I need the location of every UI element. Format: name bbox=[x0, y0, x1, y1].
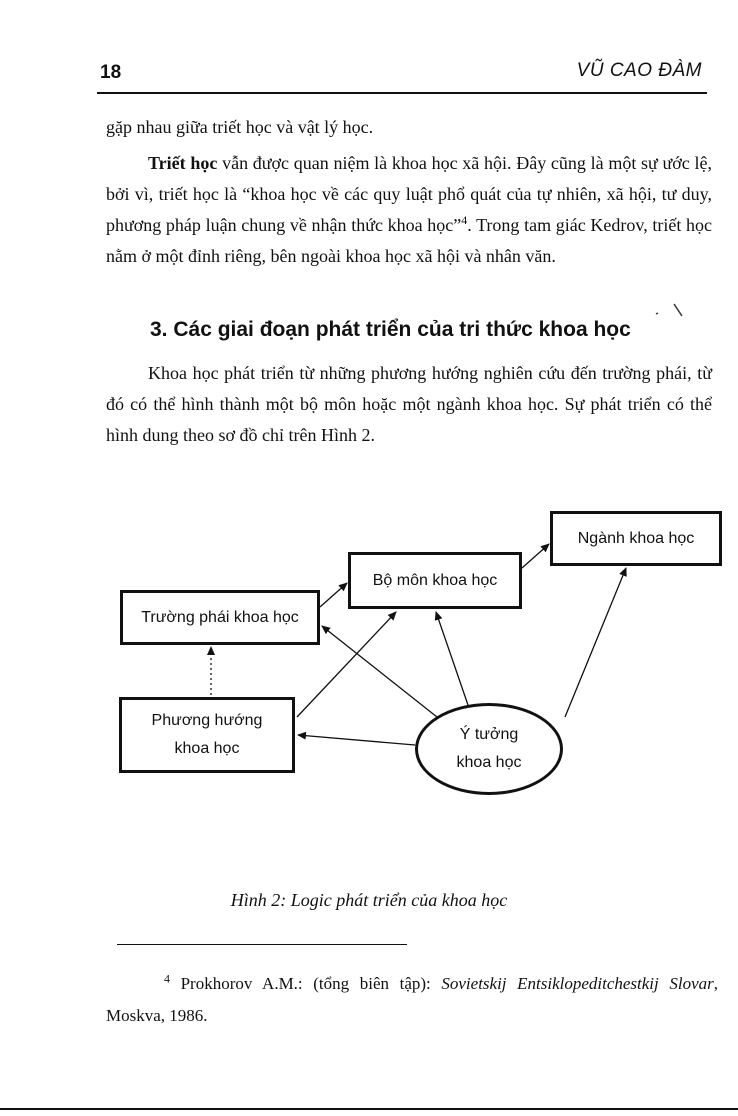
paragraph-2-bold-term: Triết học bbox=[148, 153, 218, 173]
footnote bbox=[106, 968, 718, 1032]
footnote-rule bbox=[117, 944, 407, 945]
box-bomon-label: Bộ môn khoa học bbox=[372, 571, 498, 589]
page-number: 18 bbox=[100, 62, 122, 83]
paragraph-2-text-a: vẫn được quan niệm là khoa học xã hội. Đây cũng là một sự ước lệ, bởi vì, triết học là “khoa học về các quy luật phổ quát của tự nhiên, xã hội, tư duy, phương pháp luận chung về nhận thức khoa học” bbox=[106, 153, 712, 235]
oval-y-tuong-khoa-hoc bbox=[415, 703, 563, 795]
bottom-edge-rule bbox=[0, 1108, 738, 1110]
paragraph-2-text-b: . Trong tam giác Kedrov, triết học nằm ở một đỉnh riêng, bên ngoài khoa học xã hội và nhân văn. bbox=[106, 215, 712, 266]
oval-label-2: khoa học bbox=[456, 754, 522, 771]
paragraph-1: gặp nhau giữa triết học và vật lý học. bbox=[106, 117, 374, 137]
box-truong-phai-khoa-hoc bbox=[120, 590, 320, 645]
paragraph-2 bbox=[106, 148, 712, 272]
footnote-ref: 4 bbox=[461, 213, 468, 227]
section-heading: 3. Các giai đoạn phát triển của tri thức khoa học bbox=[150, 318, 631, 341]
footnote-text: Prokhorov A.M.: (tổng biên tập): bbox=[170, 974, 442, 993]
arrow-ytuong-to-phuong bbox=[298, 735, 415, 745]
box-nganh-khoa-hoc bbox=[550, 511, 722, 566]
arrow-ytuong-to-nganh bbox=[565, 568, 626, 717]
stray-mark-icon bbox=[648, 300, 684, 324]
oval-label-1: Ý tưởng bbox=[459, 726, 519, 743]
footnote-title: Sovietskij Entsiklopeditchestkij Slovar bbox=[441, 974, 714, 993]
box-nganh-label: Ngành khoa học bbox=[577, 529, 695, 547]
box-bo-mon-khoa-hoc bbox=[348, 552, 522, 609]
figure-2-diagram bbox=[0, 495, 738, 825]
arrow-ytuong-to-bomon bbox=[436, 612, 468, 705]
box-phuong-label-2: khoa học bbox=[174, 740, 240, 757]
box-phuong-huong-khoa-hoc bbox=[119, 697, 295, 773]
box-phuong-label-1: Phương hướng bbox=[151, 712, 263, 729]
footnote-tail: , Moskva, 1986. bbox=[106, 974, 718, 1025]
running-head: VŨ CAO ĐÀM bbox=[576, 60, 702, 81]
footnote-marker: 4 bbox=[164, 971, 170, 986]
box-truong-label: Trường phái khoa học bbox=[141, 608, 299, 626]
arrow-truong-to-bomon bbox=[320, 583, 347, 607]
paragraph-3: Khoa học phát triển từ những phương hướng nghiên cứu đến trường phái, từ đó có thể hình thành một bộ môn hoặc một ngành khoa học. Sự phát triển có thể hình dung theo sơ đồ chỉ trên Hình 2. bbox=[106, 363, 712, 445]
arrow-bomon-to-nganh bbox=[522, 544, 549, 568]
header-rule bbox=[97, 92, 707, 94]
figure-caption: Hình 2: Logic phát triển của khoa học bbox=[230, 890, 508, 910]
